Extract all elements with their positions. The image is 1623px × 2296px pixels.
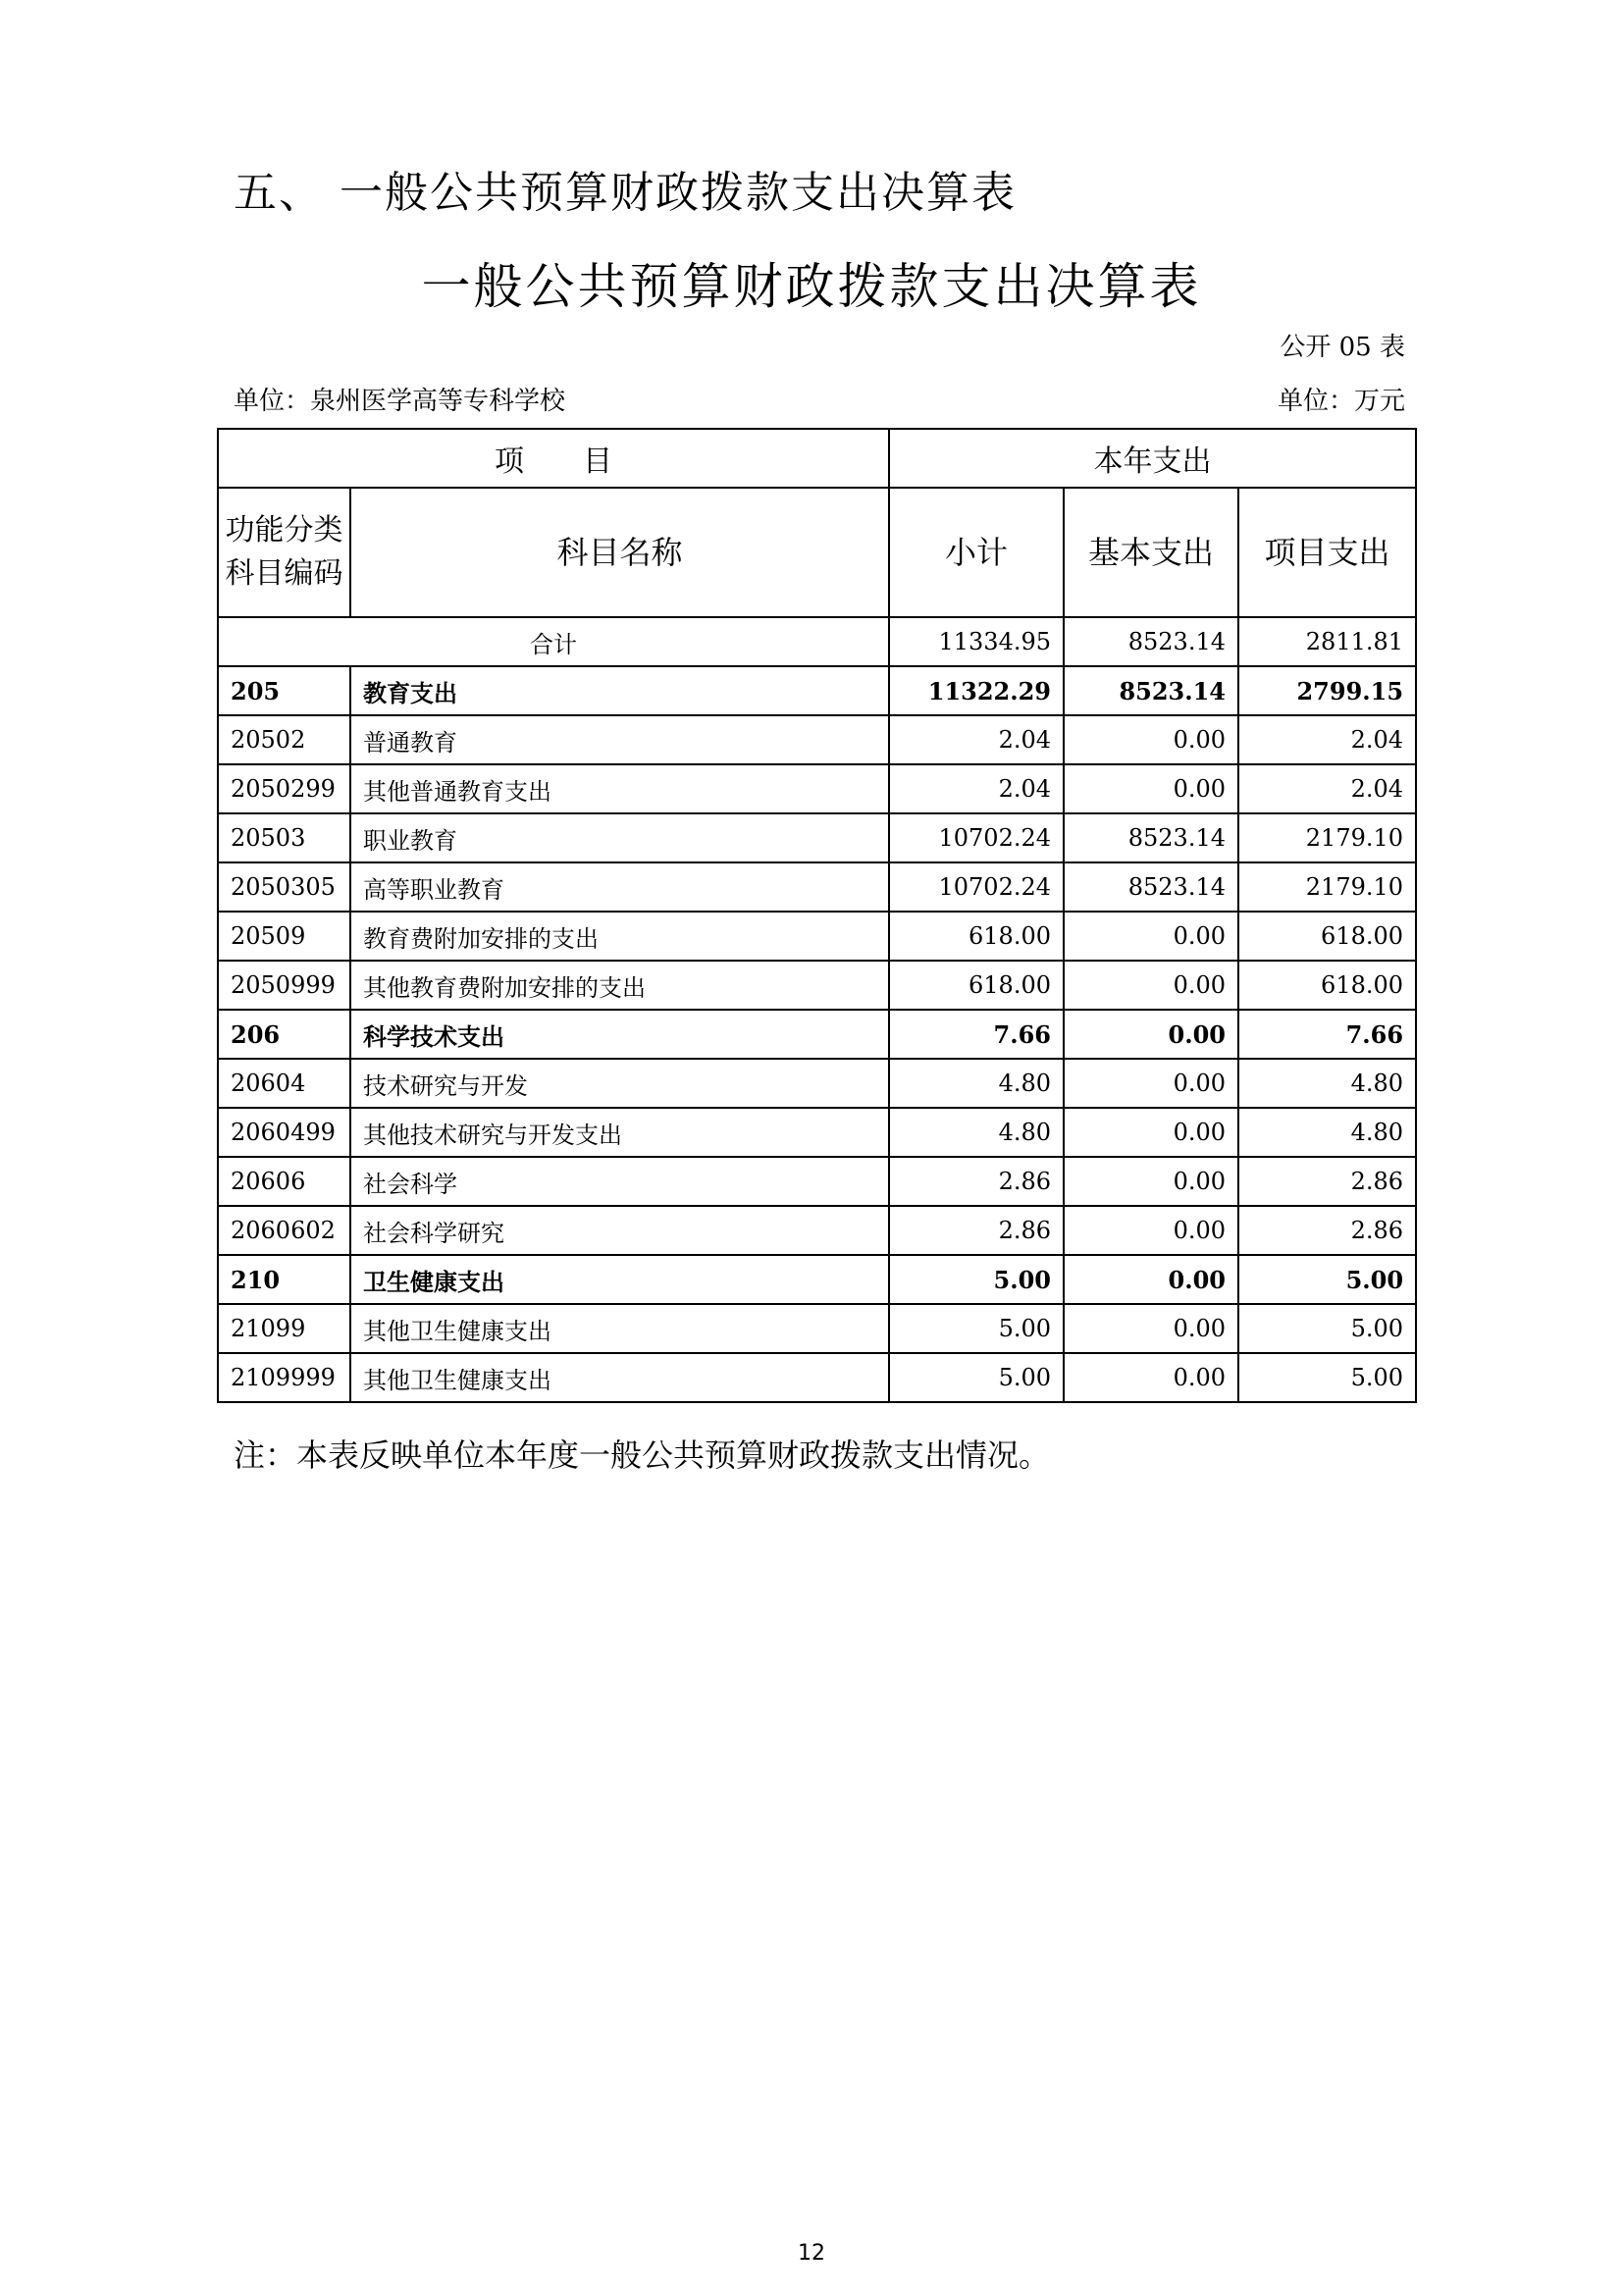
row-code: 2109999 [218,1353,350,1402]
row-code: 20604 [218,1059,350,1108]
row-basic: 0.00 [1064,1304,1238,1353]
row-code: 20509 [218,912,350,961]
row-project: 2.86 [1238,1206,1416,1255]
row-name: 卫生健康支出 [350,1255,889,1304]
table-row [218,813,1416,862]
expenditure-table [217,428,1417,1403]
name-column-header: 科目名称 [350,488,889,617]
table-row [218,1304,1416,1353]
row-code: 20503 [218,813,350,862]
row-subtotal: 618.00 [889,912,1064,961]
item-group-header: 项 目 [218,429,889,488]
row-basic: 0.00 [1064,1108,1238,1157]
row-basic: 0.00 [1064,764,1238,813]
row-code: 20606 [218,1157,350,1206]
row-code: 2050305 [218,862,350,912]
table-body [218,617,1416,1402]
row-project: 2799.15 [1238,666,1416,715]
document-title: 一般公共预算财政拨款支出决算表 [421,258,1202,315]
row-name: 职业教育 [350,813,889,862]
row-code: 210 [218,1255,350,1304]
total-label: 合计 [218,617,889,666]
row-subtotal: 4.80 [889,1108,1064,1157]
row-basic: 0.00 [1064,1206,1238,1255]
row-code: 205 [218,666,350,715]
total-subtotal: 11334.95 [889,617,1064,666]
subtotal-column-header: 小计 [889,488,1064,617]
table-note: 注：本表反映单位本年度一般公共预算财政拨款支出情况。 [234,1436,1051,1474]
row-project: 2.04 [1238,715,1416,764]
row-name: 教育费附加安排的支出 [350,912,889,961]
table-row [218,764,1416,813]
row-subtotal: 2.86 [889,1157,1064,1206]
row-subtotal: 5.00 [889,1353,1064,1402]
row-subtotal: 10702.24 [889,813,1064,862]
project-column-header: 项目支出 [1238,488,1416,617]
row-name: 其他普通教育支出 [350,764,889,813]
row-project: 2.86 [1238,1157,1416,1206]
table-row [218,1255,1416,1304]
row-name: 社会科学 [350,1157,889,1206]
row-project: 618.00 [1238,912,1416,961]
table-row [218,1206,1416,1255]
table-group-header-row [218,429,1416,488]
row-code: 2050299 [218,764,350,813]
current-year-spend-header: 本年支出 [889,429,1416,488]
row-basic: 0.00 [1064,961,1238,1010]
table-row [218,1157,1416,1206]
row-name: 其他卫生健康支出 [350,1353,889,1402]
row-name: 高等职业教育 [350,862,889,912]
table-row [218,1059,1416,1108]
row-name: 其他教育费附加安排的支出 [350,961,889,1010]
row-subtotal: 5.00 [889,1304,1064,1353]
row-code: 20502 [218,715,350,764]
row-project: 2.04 [1238,764,1416,813]
row-subtotal: 5.00 [889,1255,1064,1304]
row-project: 5.00 [1238,1353,1416,1402]
row-subtotal: 2.04 [889,715,1064,764]
total-project: 2811.81 [1238,617,1416,666]
row-code: 21099 [218,1304,350,1353]
row-project: 618.00 [1238,961,1416,1010]
row-subtotal: 618.00 [889,961,1064,1010]
row-basic: 0.00 [1064,1010,1238,1059]
row-subtotal: 11322.29 [889,666,1064,715]
row-code: 2060602 [218,1206,350,1255]
table-row [218,1108,1416,1157]
row-code: 206 [218,1010,350,1059]
row-basic: 0.00 [1064,715,1238,764]
row-name: 其他卫生健康支出 [350,1304,889,1353]
table-row [218,1353,1416,1402]
row-project: 5.00 [1238,1304,1416,1353]
row-name: 其他技术研究与开发支出 [350,1108,889,1157]
row-subtotal: 7.66 [889,1010,1064,1059]
row-code: 2050999 [218,961,350,1010]
currency-unit: 单位：万元 [1277,387,1405,416]
row-subtotal: 4.80 [889,1059,1064,1108]
row-project: 5.00 [1238,1255,1416,1304]
row-name: 教育支出 [350,666,889,715]
row-basic: 0.00 [1064,1353,1238,1402]
table-row [218,862,1416,912]
reporting-unit: 单位：泉州医学高等专科学校 [234,387,566,416]
table-row [218,961,1416,1010]
row-basic: 8523.14 [1064,862,1238,912]
total-row [218,617,1416,666]
table-row [218,912,1416,961]
table-column-header-row [218,488,1416,617]
page-number: 12 [798,2241,825,2266]
row-basic: 0.00 [1064,1157,1238,1206]
row-subtotal: 2.04 [889,764,1064,813]
row-name: 技术研究与开发 [350,1059,889,1108]
row-code: 2060499 [218,1108,350,1157]
row-subtotal: 2.86 [889,1206,1064,1255]
form-code: 公开 05 表 [1280,333,1405,362]
row-basic: 0.00 [1064,912,1238,961]
row-basic: 8523.14 [1064,666,1238,715]
row-name: 普通教育 [350,715,889,764]
row-name: 社会科学研究 [350,1206,889,1255]
row-project: 4.80 [1238,1108,1416,1157]
table-row [218,666,1416,715]
code-column-header: 功能分类科目编码 [218,488,350,617]
row-basic: 0.00 [1064,1059,1238,1108]
row-basic: 8523.14 [1064,813,1238,862]
basic-column-header: 基本支出 [1064,488,1238,617]
row-project: 4.80 [1238,1059,1416,1108]
row-basic: 0.00 [1064,1255,1238,1304]
row-project: 7.66 [1238,1010,1416,1059]
table-row [218,1010,1416,1059]
row-project: 2179.10 [1238,862,1416,912]
total-basic: 8523.14 [1064,617,1238,666]
table-row [218,715,1416,764]
section-heading: 五、 一般公共预算财政拨款支出决算表 [234,168,1017,218]
row-subtotal: 10702.24 [889,862,1064,912]
row-project: 2179.10 [1238,813,1416,862]
row-name: 科学技术支出 [350,1010,889,1059]
